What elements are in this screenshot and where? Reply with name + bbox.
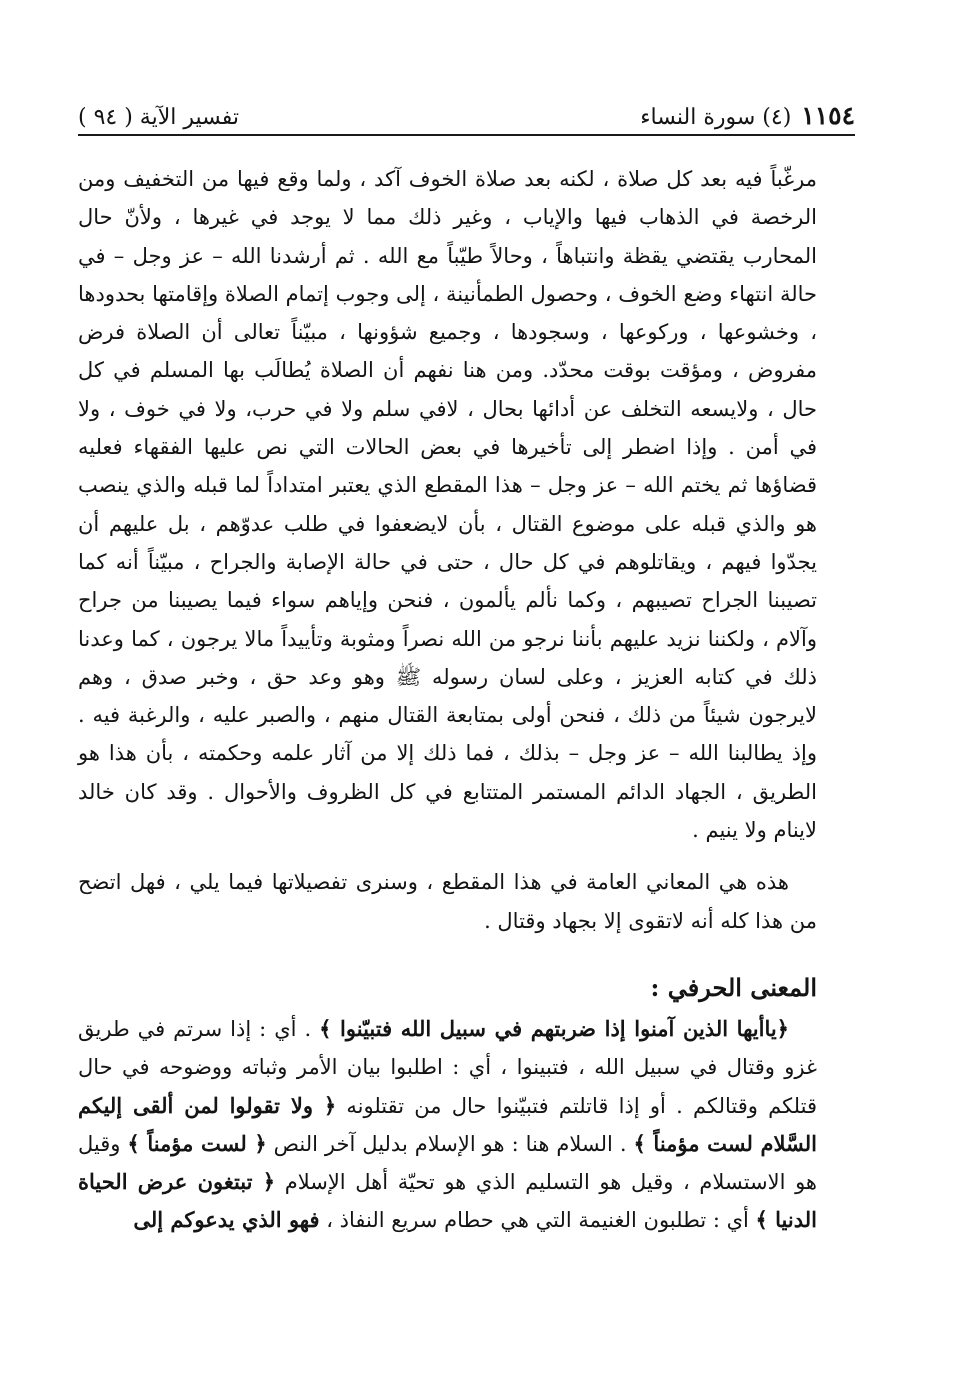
explanation-text-3: وقيل هو الاستسلام ، وقيل هو التسليم الذي هو تحيّة أهل الإسلام xyxy=(78,1131,817,1195)
explanation-text-4: أي : تطلبون الغنيمة التي هي حطام سريع النفاذ ، xyxy=(319,1208,756,1233)
quran-quote-4: ﴿ تبتغون عرض الحياة الدنيا ﴾ xyxy=(78,1169,817,1233)
quran-quote-3: ﴿ لست مؤمناً ﴾ xyxy=(127,1130,267,1156)
paragraph-2: هذه هي المعاني العامة في هذا المقطع ، وسنرى تفصيلاتها فيما يلي ، فهل اتضح من هذا كله أنه لاتقوى إلا بجهاد وقتال . xyxy=(78,870,817,933)
quran-quote-1: ﴿ياأيها الذين آمنوا إذا ضربتهم في سبيل الله فتبيّنوا ﴾ xyxy=(319,1015,789,1041)
section-heading: المعنى الحرفي : xyxy=(650,972,817,1002)
paragraph-1: مرغّباً فيه بعد كل صلاة ، لكنه بعد صلاة الخوف آكد ، ولما وقع فيها من التخفيف ومن الرخصة في الذهاب فيها والإياب ، وغير ذلك مما لا يوجد في غيرها ، ولأنّ حال المحارب يقتضي يقظة وانتباهاً ، وحالاً طيّباً مع الله . ثم أرشدنا الله – عز وجل – في حالة انتهاء وضع الخوف ، وحصول الطمأنينة ، إلى وجوب إتمام الصلاة وإقامتها بحدودها ، وخشوعها ، وركوعها ، وسجودها ، وجميع شؤونها ، مبيّناً تعالى أن الصلاة فرض مفروض ، ومؤقت بوقت محدّد. ومن هنا نفهم أن الصلاة يُطالَب بها المسلم في كل حال ، ولايسعه التخلف عن أدائها بحال ، لافي سلم ولا في حرب، ولا في خوف ، ولا في أمن . وإذا اضطر إلى تأخيرها في بعض الحالات التي نص عليها الفقهاء فعليه قضاؤها ثم يختم الله – عز وجل – هذا المقطع الذي يعتبر امتداداً لما قبله والذي ينصب هو والذي قبله على موضوع القتال ، بأن لايضعفوا في طلب عدوّهم ، بل عليهم أن يجدّوا فيهم ، ويقاتلوهم في كل حال ، حتى في حالة الإصابة والجراح ، مبيّناً أنه كما تصيبنا الجراح تصيبهم ، وكما نألم يألمون ، فنحن وإياهم سواء فيما يصيبنا من جراح وآلام ، ولكننا نزيد عليهم بأننا نرجو من الله نصراً ومثوبة وتأييداً مالا يرجون ، كما وعدنا ذلك في كتابه العزيز ، وعلى لسان رسوله ﷺ وهو وعد حق ، وخبر صدق ، وهم لايرجون شيئاً من ذلك ، فنحن أولى بمتابعة القتال منهم ، والصبر عليه ، والرغبة فيه . وإذ يطالبنا الله – عز وجل – بذلك ، فما ذلك إلا من آثار علمه وحكمته ، بأن هذا هو الطريق ، الجهاد الدائم المستمر المتتابع في كل الظروف والأحوال . وقد كان خالد لاينام ولا ينيم . xyxy=(78,167,817,843)
verse-explanation xyxy=(78,1010,817,1240)
surah-title: (٤) سورة النساء xyxy=(640,105,792,130)
explanation-text-1: . أي : إذا سرتم في طريق غزو وقتال في سبيل الله ، فتبينوا ، أي : اطلبوا بيان الأمر وثباته ووضوحه في حال قتلكم وقتالكم . أو إذا قاتلتم فتبيّنوا حال من تقتلونه xyxy=(78,1016,817,1118)
header-right xyxy=(640,101,855,130)
page-number: ١١٥٤ xyxy=(801,101,855,130)
explanation-text-2: . السلام هنا : هو الإسلام بدليل آخر النص xyxy=(266,1131,634,1156)
page-body xyxy=(78,160,817,1240)
section-title: تفسير الآية ( ٩٤ ) xyxy=(78,105,240,130)
emphasis-text: فهو الذي يدعوكم إلى xyxy=(133,1207,320,1233)
page-header xyxy=(78,96,855,136)
quran-quote-2: ﴿ ولا تقولوا لمن ألقى إليكم السَّلام لست مؤمناً ﴾ xyxy=(78,1092,817,1156)
